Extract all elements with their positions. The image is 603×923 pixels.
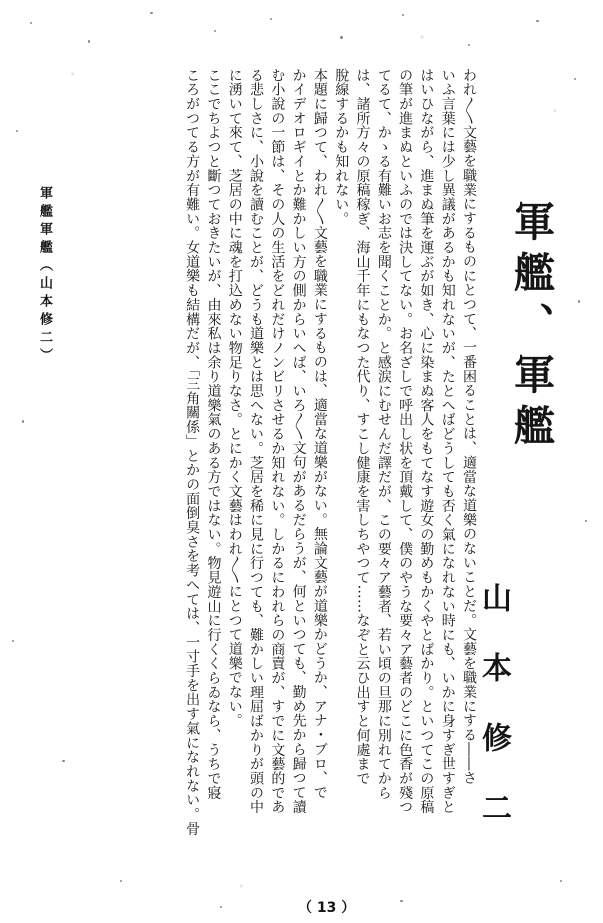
- scan-speckle: [270, 18, 272, 20]
- article-body: [181, 68, 479, 868]
- scan-speckle: [120, 880, 122, 882]
- article-title: 軍艦、軍艦: [507, 200, 555, 455]
- body-line: ここでちよつと斷つておきたいが、由來私は余り道樂氣のある方ではない。物見遊山に行くくらゐなら、うちで寢: [205, 68, 222, 800]
- body-line: はいひながら、進まぬ筆を運ぶが如き、心に染まぬ客人をもてなす遊女の勤めもかくやとばかり。といつてこの原稿: [418, 68, 435, 815]
- scan-speckle: [536, 20, 539, 22]
- running-head: 軍艦軍艦（山本修二）: [37, 186, 52, 366]
- scan-speckle: [16, 130, 18, 132]
- scan-speckle: [578, 300, 580, 303]
- scan-speckle: [402, 14, 404, 16]
- body-line: 本題に歸つて、われ〳〵文藝を職業にするものは、適當な道樂がない。無論文藝が道樂かどうか、アナ・ブロ、で: [311, 68, 328, 800]
- body-line: の筆が進まぬといふのでは決してない。お名ざしで呼出し状を頂戴して、僕のやうな要々ア藝者のどこに色香が殘つ: [397, 68, 414, 815]
- page-number: （ 13 ）: [298, 900, 356, 916]
- scan-speckle: [220, 906, 222, 908]
- author-name: 山本修二: [476, 582, 511, 862]
- body-line: は、諸所方々の原稿稼ぎ、海山千年にもなつた代り、すこし健康を害しちやつて……なぞと云ひ出すと何處まで: [354, 68, 371, 786]
- body-line: いふ言葉には少し異議があるかも知れないが、たとへばどうしても否く氣になれない時にも、いかに身すぎ世すぎと: [439, 68, 456, 815]
- body-line: 脫線するかも知れない。: [333, 68, 350, 226]
- body-line: われ〳〵文藝を職業にするものにとつて、一番困ることは、適當な道樂のないことだ。文藝を職業にする――さ: [461, 68, 477, 786]
- body-line: む小說の一節は、その人の生活をどれだけノンビリさせるか知れない。しかるにわれらの商賣が、すでに文藝的であ: [269, 68, 286, 815]
- scan-speckle: [88, 40, 90, 43]
- scan-speckle: [62, 760, 65, 762]
- body-line: ころがつてる方が有難い。女道樂も結構だが、「三角關係」とかの面倒臭さを考へては、一寸手を出す氣になれない。骨: [184, 68, 201, 836]
- scan-speckle: [214, 30, 216, 32]
- scan-speckle: [150, 12, 153, 14]
- scan-speckle: [574, 78, 576, 80]
- scan-speckle: [585, 520, 587, 522]
- body-line: かイデオロギイとか難かしい方の側からいへば、いろ〳〵文句があるだらうが、何といつても、勤め先から歸つて讀: [290, 68, 307, 814]
- scan-speckle: [12, 640, 14, 642]
- scan-speckle: [468, 44, 470, 46]
- scan-speckle: [340, 36, 343, 39]
- body-line: る悲しさに、小說を讀むことが、どうも道樂とは思へない。芝居を稀に見に行つても、難かしい理屈ばかりが頭の中: [248, 68, 265, 815]
- body-line: てるて、かゝる有難いお志を聞くことか。と感涙にむせんだ譯だが、この要々ア藝者、若い頃の旦那に別れてから: [375, 68, 392, 800]
- scan-speckle: [22, 420, 24, 423]
- scan-speckle: [560, 880, 562, 882]
- scan-speckle: [30, 22, 32, 24]
- body-line: に湧いて來て、芝居の中に魂を打込めない物足りなさ。とにかく文藝はわれ〳〵にとつて道樂でない。: [226, 68, 243, 728]
- scan-speckle: [400, 900, 403, 902]
